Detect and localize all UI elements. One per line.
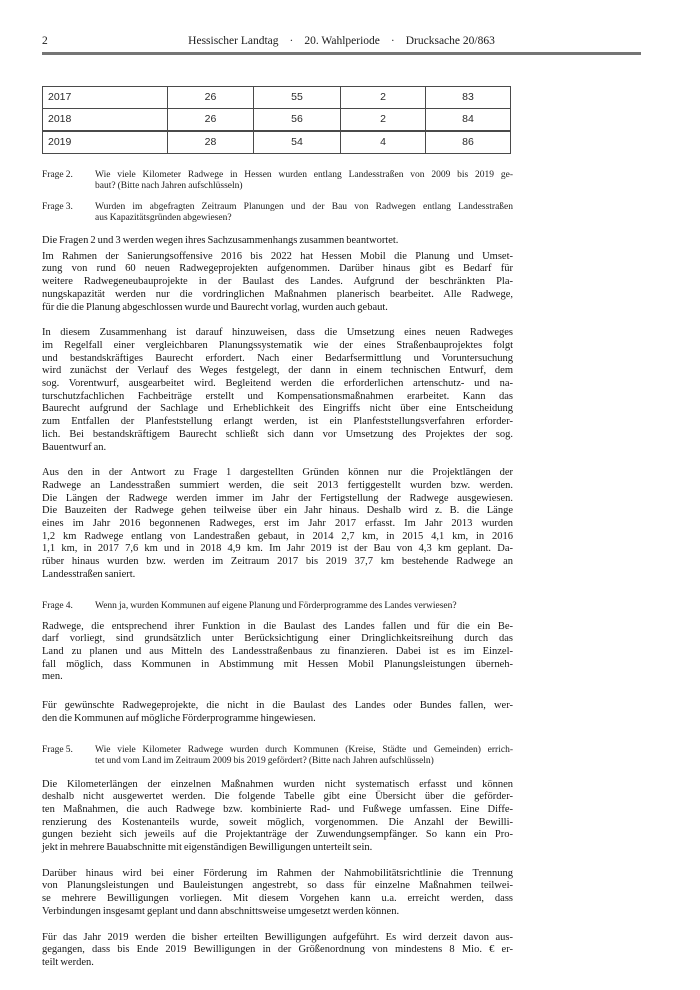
- table-cell: 86: [426, 131, 511, 154]
- question-4-text: [95, 601, 513, 612]
- table-cell: 2: [341, 87, 426, 109]
- header-separator-dot: ·: [390, 35, 395, 47]
- question-frage-4: [42, 601, 513, 612]
- table-cell: 4: [341, 131, 426, 154]
- text-line: darf vorliegt, sind grundsätzlich unter Berücksichtigung einer Dringlichkeitsreihung durch das: [42, 633, 513, 645]
- page-number: 2: [42, 35, 48, 47]
- answer-5-paragraph-3: [42, 932, 513, 970]
- text-line: Baurecht aufgrund der Sachlage und Erheblichkeit des Eingriffs nicht über eine Entscheidung: [42, 403, 513, 415]
- table-cell: 56: [254, 109, 341, 132]
- text-line: für die die Planung abgeschlossen wurde und Baurecht vorlag, wurden auch gebaut.: [42, 301, 388, 313]
- question-frage-3: [42, 202, 513, 224]
- table-cell: 26: [168, 109, 254, 132]
- answer-5-paragraph-2: [42, 868, 513, 919]
- text-line: se mehrere Bewilligungen vorliegen. Mit diesem Vorgehen kann u.a. erreicht werden, dass: [42, 893, 513, 905]
- text-line: aus Kapazitätsgründen abgewiesen?: [95, 213, 232, 223]
- header-parliament: Hessischer Landtag: [188, 35, 279, 47]
- text-line: Wie viele Kilometer Radwege in Hessen wurden entlang Landesstraßen von 2009 bis 2019 ge-: [95, 170, 513, 180]
- answer-2-3-intro: [42, 235, 513, 248]
- table-row: [43, 87, 511, 109]
- header-legislative-period: 20. Wahlperiode: [304, 35, 380, 47]
- text-line: Wie viele Kilometer Radwege wurden durch Kommunen (Kreise, Städte und Gemeinden) errich-: [95, 744, 513, 755]
- answer-2-3-paragraph-1: [42, 251, 513, 315]
- text-line: Die Längen der Radwege werden immer im Jahr der Fertigstellung der Radwege ausgewiesen.: [42, 492, 513, 504]
- page-header: [42, 35, 641, 48]
- table-cell: 28: [168, 131, 254, 154]
- answer-4-paragraph-2: [42, 700, 513, 725]
- document-body: [42, 86, 513, 970]
- text-line: jekt in mehrere Bauabschnitte mit eigenständigen Bewilligungen unterteilt sein.: [42, 842, 373, 854]
- text-line: gegangen, dass bis Ende 2019 Bewilligungen in der Größenordnung von mindestens 8 Mio. € er-: [42, 944, 513, 956]
- text-line: ten Maßnahmen, die auch Radwege bzw. kombinierte Rad- und Fußwege umfassen. Eine Diffe-: [42, 803, 513, 815]
- text-line: turschutzfachlichen Fachbeiträge erstellt und Kompensationsmaßnahmen erarbeitet. Kann das: [42, 390, 513, 402]
- table-cell: 54: [254, 131, 341, 154]
- text-line: wird zunächst der Verlauf des Weges festgelegt, der dann in einem technischen Entwurf, dem: [42, 365, 513, 377]
- text-line: Wurden im abgefragten Zeitraum Planungen und der Bau von Radwegen entlang Landesstraßen: [95, 202, 513, 212]
- table-cell: 55: [254, 87, 341, 109]
- text-line: deshalb nicht ausgewertet werden. Die folgende Tabelle gibt eine Übersicht über die geförder-: [42, 791, 513, 803]
- text-line: Für gewünschte Radwegeprojekte, die nicht in die Baulast des Landes oder Bundes fallen, wer-: [42, 700, 513, 712]
- text-line: zung von rund 60 neuen Radwegeprojekten aufgenommen. Darüber hinaus gibt es Bedarf für: [42, 263, 513, 275]
- text-line: Wenn ja, wurden Kommunen auf eigene Planung und Förderprogramme des Landes verwiesen?: [95, 600, 457, 611]
- table-cell: 83: [426, 87, 511, 109]
- table-cell: 2017: [43, 87, 168, 109]
- text-line: zum Entfallen der Planfeststellung erlangt werden, ist ein Planfeststellungsverfahren erforder-: [42, 416, 513, 428]
- text-line: men.: [42, 671, 63, 683]
- radwege-year-table: [42, 86, 511, 154]
- table-row: [43, 109, 511, 132]
- text-line: Die Fragen 2 und 3 werden wegen ihres Sachzusammenhangs zusammen beantwortet.: [42, 235, 399, 246]
- question-3-label: Frage 3.: [42, 202, 73, 212]
- text-line: Bauentwurf an.: [42, 441, 107, 453]
- text-line: baut? (Bitte nach Jahren aufschlüsseln): [95, 181, 243, 191]
- answer-2-3-paragraph-2: [42, 327, 513, 454]
- text-line: im Regelfall einer vergleichbaren Planungssystematik wie der eines Straßenbauprojektes folgt: [42, 339, 513, 351]
- text-line: lich. Bei bestandskräftigem Baurecht schließt sich dann vor Umsetzung des Projektes der sog.: [42, 428, 513, 440]
- text-line: 1,2 km Radwege entlang von Landestraßen gebaut, in 2014 2,7 km, in 2015 4,1 km, in 2016: [42, 530, 513, 542]
- question-5-text: [95, 745, 513, 767]
- text-line: Im Rahmen der Sanierungsoffensive 2016 bis 2022 hat Hessen Mobil die Planung und Umset-: [42, 250, 513, 262]
- text-line: Landesstraßen saniert.: [42, 568, 136, 580]
- text-line: Darüber hinaus wird bei einer Förderung im Rahmen der Nahmobilitätsrichtlinie die Trennung: [42, 867, 513, 879]
- text-line: tet und vom Land im Zeitraum 2009 bis 2019 gefördert? (Bitte nach Jahren aufschlüsseln): [95, 755, 434, 766]
- text-line: sog. Vorentwurf, ausgearbeitet wird. Begleitend werden die erforderlichen artenschutz- und na-: [42, 378, 513, 390]
- question-2-text: [95, 170, 513, 192]
- text-line: teilt werden.: [42, 956, 94, 968]
- text-line: Radwege, die entsprechend ihrer Funktion in die Baulast des Landes fallen und für die ein Be-: [42, 620, 513, 632]
- text-line: Land zu planen und aus Mitteln des Landesstraßenbaus zu finanzieren. Dabei ist es im Einzel-: [42, 645, 513, 657]
- text-line: gungen bezieht sich jeweils auf die Projektanträge der Zuwendungsempfänger. So kann ein Pro-: [42, 829, 513, 841]
- question-frage-5: [42, 745, 513, 767]
- text-line: Die Kilometerlängen der einzelnen Maßnahmen wurden nicht systematisch erfasst und können: [42, 778, 513, 790]
- table-body: [43, 87, 511, 154]
- text-line: eines im Jahr 2016 begonnenen Radweges, erst im Jahr 2017 erfasst. Im Jahr 2013 wurden: [42, 518, 513, 530]
- question-2-label: Frage 2.: [42, 170, 73, 180]
- text-line: Aus den in der Antwort zu Frage 1 dargestellten Gründen können nur die Projektlängen der: [42, 467, 513, 479]
- question-frage-2: [42, 170, 513, 192]
- text-line: Radwege an Landesstraßen summiert werden, die seit 2013 fertiggestellt wurden bzw. werden.: [42, 479, 513, 491]
- question-3-text: [95, 202, 513, 224]
- text-line: Für das Jahr 2019 werden die bisher erteilten Bewilligungen aufgeführt. Es wird derzeit davon aus-: [42, 931, 513, 943]
- table-cell: 84: [426, 109, 511, 132]
- question-4-label: Frage 4.: [42, 600, 73, 611]
- header-divider: [42, 52, 641, 55]
- text-line: rüber hinaus wurden bzw. werden im Zeitraum 2017 bis 2019 37,7 km bestehende Radwege an: [42, 556, 513, 568]
- text-line: von Planungsleistungen und Bauleistungen angestrebt, so dass für einzelne Maßnahmen teilwei-: [42, 880, 513, 892]
- text-line: fall möglich, dass Kommunen in Abstimmung mit Hessen Mobil Planungsleistungen überneh-: [42, 658, 513, 670]
- table-row: [43, 131, 511, 154]
- answer-5-paragraph-1: [42, 779, 513, 855]
- text-line: 1,1 km, in 2017 7,6 km und in 2018 4,9 km. Im Jahr 2019 ist der Bau von 4,3 km geplant. Da-: [42, 543, 513, 555]
- header-separator-dot: ·: [289, 35, 294, 47]
- table-cell: 26: [168, 87, 254, 109]
- text-line: In diesem Zusammenhang ist darauf hinzuweisen, dass die Umsetzung eines neuen Radweges: [42, 327, 513, 339]
- table-cell: 2: [341, 109, 426, 132]
- table-cell: 2018: [43, 109, 168, 132]
- header-title: [42, 35, 641, 48]
- text-line: Die Bauzeiten der Radwege gehen teilweise über ein Jahr hinaus. Deshalb wird z. B. die Länge: [42, 505, 513, 517]
- answer-4-paragraph-1: [42, 621, 513, 685]
- text-line: renzierung des Kostenanteils wurde, soweit möglich, vorgenommen. Die Anzahl der Bewilli-: [42, 816, 513, 828]
- question-5-label: Frage 5.: [42, 744, 73, 755]
- text-line: den die Kommunen auf mögliche Förderprogramme hingewiesen.: [42, 712, 316, 724]
- text-line: weitere Radwegeneubauprojekte in der Baulast des Landes. Aufgrund der beschränkten Pla-: [42, 276, 513, 288]
- text-line: und bestandskräftiges Baurecht erfordert. Nach einer Bedarfsermittlung und Voruntersuchung: [42, 352, 513, 364]
- text-line: nungskapazität werden nur die vordringlichen Maßnahmen planerisch bearbeitet. Alle Radwege,: [42, 288, 513, 300]
- table-cell: 2019: [43, 131, 168, 154]
- text-line: Verbindungen insgesamt geplant und dann abschnittsweise umgesetzt werden können.: [42, 905, 400, 917]
- answer-2-3-paragraph-3: [42, 467, 513, 581]
- header-document-number: Drucksache 20/863: [405, 35, 495, 47]
